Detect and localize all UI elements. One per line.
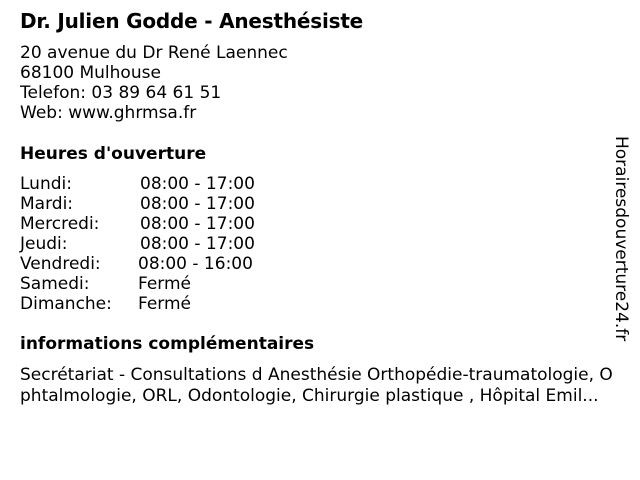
- day-hours: 08:00 - 17:00: [140, 234, 255, 254]
- day-hours: 08:00 - 16:00: [138, 254, 253, 274]
- business-name: Dr. Julien Godde - Anesthésiste: [20, 9, 364, 33]
- day-label: Lundi:: [20, 174, 72, 194]
- info-text: [20, 365, 632, 407]
- site-watermark: Horairesdouverture24.fr: [611, 136, 631, 342]
- day-hours: Fermé: [138, 274, 192, 294]
- day-hours: 08:00 - 17:00: [140, 214, 255, 234]
- day-label: Mardi:: [20, 194, 74, 214]
- phone-line[interactable]: Telefon: 03 89 64 61 51: [20, 83, 222, 103]
- hours-heading: Heures d'ouverture: [20, 144, 207, 164]
- day-hours: Fermé: [138, 294, 192, 314]
- address-line-1: 20 avenue du Dr René Laennec: [20, 43, 288, 63]
- day-label: Dimanche:: [20, 294, 112, 314]
- day-label: Mercredi:: [20, 214, 100, 234]
- day-hours: 08:00 - 17:00: [140, 174, 255, 194]
- info-line-2: phtalmologie, ORL, Odontologie, Chirurgie plastique , Hôpital Emil...: [20, 386, 599, 406]
- day-label: Jeudi:: [20, 234, 68, 254]
- day-hours: 08:00 - 17:00: [140, 194, 255, 214]
- info-line-1: Secrétariat - Consultations d Anesthésie Orthopédie-traumatologie, O: [20, 365, 613, 385]
- day-label: Vendredi:: [20, 254, 101, 274]
- address-line-2: 68100 Mulhouse: [20, 63, 161, 83]
- web-line[interactable]: Web: www.ghrmsa.fr: [20, 103, 197, 123]
- contact-block: [20, 43, 288, 123]
- info-heading: informations complémentaires: [20, 334, 315, 354]
- day-label: Samedi:: [20, 274, 90, 294]
